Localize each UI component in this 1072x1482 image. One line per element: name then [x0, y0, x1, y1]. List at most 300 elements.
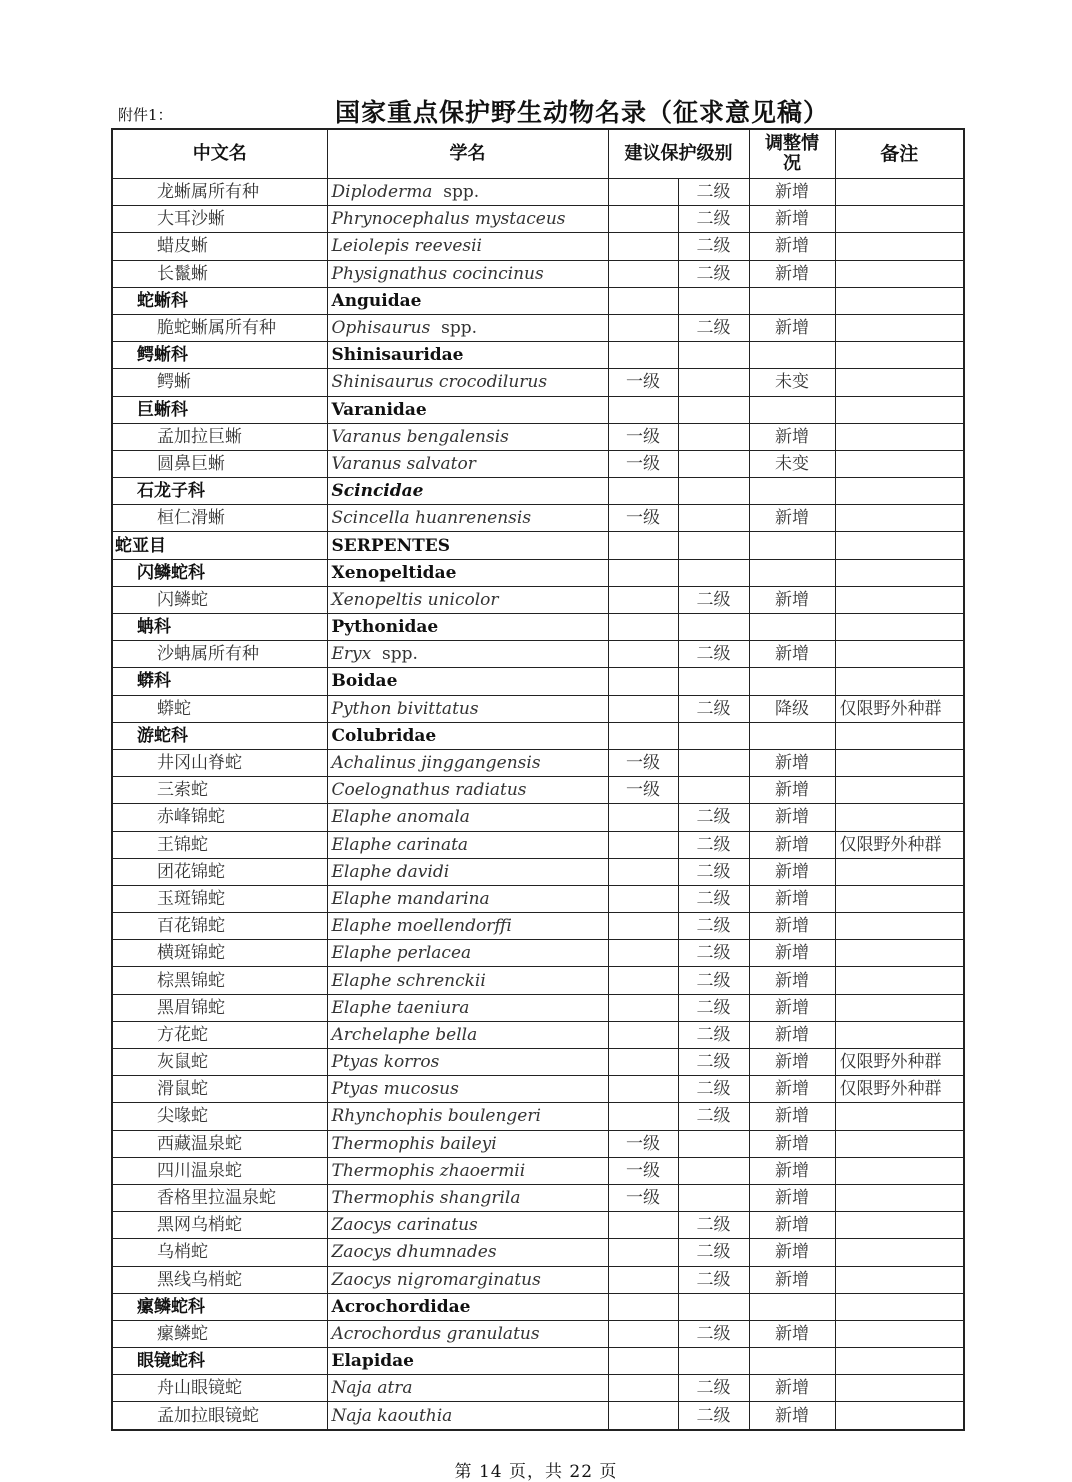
level-1-cell [608, 722, 678, 749]
adjustment-cell: 新增 [749, 1076, 835, 1103]
table-row [112, 314, 964, 341]
attachment-label: 附件1： [118, 106, 173, 124]
scientific-name: Anguidae [331, 290, 422, 311]
level-2-cell [678, 722, 749, 749]
scientific-name: SERPENTES [331, 535, 451, 556]
scientific-name: Rhynchophis boulengeri [331, 1106, 541, 1127]
chinese-name-cell: 赤峰锦蛇 [112, 804, 327, 831]
level-2-cell: 二级 [678, 179, 749, 206]
note-cell [835, 559, 964, 586]
scientific-name-cell [327, 1021, 608, 1048]
table-row [112, 831, 964, 858]
level-1-cell: 一级 [608, 1184, 678, 1211]
table-row [112, 505, 964, 532]
scientific-name-cell [327, 1266, 608, 1293]
adjustment-cell: 新增 [749, 1212, 835, 1239]
level-2-cell [678, 668, 749, 695]
scientific-name: Colubridae [331, 725, 437, 746]
level-1-cell [608, 1021, 678, 1048]
scientific-name-cell [327, 695, 608, 722]
scientific-name: Shinisauridae [331, 345, 464, 366]
table-row [112, 777, 964, 804]
level-2-cell [678, 478, 749, 505]
table-row [112, 695, 964, 722]
adjustment-cell: 降级 [749, 695, 835, 722]
table-row [112, 913, 964, 940]
adjustment-cell: 新增 [749, 423, 835, 450]
note-cell [835, 967, 964, 994]
level-2-cell: 二级 [678, 1049, 749, 1076]
chinese-name-cell: 乌梢蛇 [112, 1239, 327, 1266]
level-1-cell [608, 1076, 678, 1103]
table-row [112, 1320, 964, 1347]
level-2-cell: 二级 [678, 1320, 749, 1347]
level-1-cell [608, 858, 678, 885]
adjustment-cell: 新增 [749, 1103, 835, 1130]
table-row [112, 1130, 964, 1157]
note-cell [835, 994, 964, 1021]
note-cell [835, 913, 964, 940]
adjustment-cell [749, 1348, 835, 1375]
chinese-name-cell: 闪鳞蛇科 [112, 559, 327, 586]
note-cell: 仅限野外种群 [835, 831, 964, 858]
level-1-cell [608, 913, 678, 940]
level-2-cell [678, 1293, 749, 1320]
scientific-name-cell [327, 1293, 608, 1320]
level-2-cell [678, 1348, 749, 1375]
scientific-name: Ophisaurus [331, 318, 431, 339]
chinese-name-cell: 孟加拉眼镜蛇 [112, 1402, 327, 1430]
note-cell [835, 777, 964, 804]
level-2-cell [678, 749, 749, 776]
scientific-name-cell [327, 369, 608, 396]
scientific-name: Elaphe mandarina [331, 888, 490, 909]
adjustment-cell: 新增 [749, 314, 835, 341]
note-cell [835, 858, 964, 885]
adjustment-cell: 新增 [749, 505, 835, 532]
chinese-name-cell: 蛇蜥科 [112, 287, 327, 314]
scientific-name-cell [327, 342, 608, 369]
table-row [112, 586, 964, 613]
note-cell [835, 1130, 964, 1157]
level-2-cell: 二级 [678, 1402, 749, 1430]
note-cell [835, 641, 964, 668]
level-2-cell: 二级 [678, 695, 749, 722]
scientific-name-cell [327, 940, 608, 967]
scientific-name-cell [327, 287, 608, 314]
note-cell [835, 749, 964, 776]
scientific-name: Physignathus cocincinus [331, 263, 544, 284]
chinese-name-cell: 眼镜蛇科 [112, 1348, 327, 1375]
scientific-name-cell [327, 668, 608, 695]
table-row [112, 1157, 964, 1184]
level-1-cell [608, 179, 678, 206]
scientific-name-cell [327, 641, 608, 668]
scientific-name: Zaocys nigromarginatus [331, 1269, 541, 1290]
scientific-name-cell [327, 1239, 608, 1266]
scientific-name: Ptyas mucosus [331, 1079, 459, 1100]
table-row [112, 940, 964, 967]
scientific-name-cell [327, 505, 608, 532]
adjustment-cell: 新增 [749, 913, 835, 940]
scientific-name: Elaphe davidi [331, 861, 450, 882]
scientific-name: Elapidae [331, 1351, 414, 1372]
table-row [112, 233, 964, 260]
note-cell [835, 885, 964, 912]
level-2-cell: 二级 [678, 1076, 749, 1103]
table-row [112, 614, 964, 641]
table-row [112, 1293, 964, 1320]
level-1-cell [608, 641, 678, 668]
chinese-name-cell: 瘰鳞蛇 [112, 1320, 327, 1347]
level-1-cell [608, 614, 678, 641]
note-cell [835, 1293, 964, 1320]
scientific-name-cell [327, 396, 608, 423]
scientific-name: Shinisaurus crocodilurus [331, 372, 548, 393]
scientific-name: Leiolepis reevesii [331, 236, 482, 257]
level-2-cell: 二级 [678, 1239, 749, 1266]
level-1-cell [608, 804, 678, 831]
table-row [112, 287, 964, 314]
note-cell [835, 233, 964, 260]
level-2-cell [678, 532, 749, 559]
scientific-name-cell [327, 478, 608, 505]
scientific-name: Xenopeltis unicolor [331, 589, 499, 610]
table-header-row [112, 129, 964, 179]
species-table [111, 128, 965, 1431]
col-header-adjust: 调整情 况 [749, 129, 835, 179]
adjustment-cell: 新增 [749, 940, 835, 967]
level-1-cell [608, 1375, 678, 1402]
note-cell [835, 1320, 964, 1347]
table-row [112, 1402, 964, 1430]
spp-suffix: spp. [443, 182, 480, 203]
scientific-name: Elaphe perlacea [331, 943, 472, 964]
level-2-cell: 二级 [678, 586, 749, 613]
chinese-name-cell: 西藏温泉蛇 [112, 1130, 327, 1157]
chinese-name-cell: 圆鼻巨蜥 [112, 450, 327, 477]
note-cell [835, 668, 964, 695]
adjustment-cell: 新增 [749, 206, 835, 233]
level-1-cell: 一级 [608, 450, 678, 477]
level-2-cell [678, 1157, 749, 1184]
adjustment-cell: 新增 [749, 1239, 835, 1266]
chinese-name-cell: 滑鼠蛇 [112, 1076, 327, 1103]
level-1-cell [608, 287, 678, 314]
adjustment-cell [749, 342, 835, 369]
level-1-cell [608, 1266, 678, 1293]
level-2-cell: 二级 [678, 885, 749, 912]
table-row [112, 1239, 964, 1266]
adjustment-cell: 新增 [749, 831, 835, 858]
scientific-name-cell [327, 423, 608, 450]
adjustment-cell [749, 1293, 835, 1320]
note-cell [835, 1348, 964, 1375]
note-cell [835, 260, 964, 287]
scientific-name: Naja atra [331, 1378, 413, 1399]
table-row [112, 450, 964, 477]
level-2-cell [678, 369, 749, 396]
scientific-name: Python bivittatus [331, 698, 479, 719]
note-cell [835, 532, 964, 559]
note-cell [835, 314, 964, 341]
scientific-name: Naja kaouthia [331, 1405, 453, 1426]
page-title: 国家重点保护野生动物名录（征求意见稿） [335, 98, 830, 127]
level-1-cell [608, 1348, 678, 1375]
chinese-name-cell: 蛇亚目 [112, 532, 327, 559]
level-1-cell [608, 478, 678, 505]
level-1-cell [608, 668, 678, 695]
scientific-name-cell [327, 967, 608, 994]
scientific-name-cell [327, 1212, 608, 1239]
adjustment-cell: 新增 [749, 777, 835, 804]
table-row [112, 1103, 964, 1130]
level-1-cell [608, 1239, 678, 1266]
table-row [112, 532, 964, 559]
table-row [112, 1021, 964, 1048]
scientific-name: Elaphe anomala [331, 807, 470, 828]
level-1-cell [608, 1049, 678, 1076]
level-2-cell: 二级 [678, 1021, 749, 1048]
scientific-name: Zaocys dhumnades [331, 1242, 497, 1263]
level-1-cell [608, 940, 678, 967]
level-2-cell: 二级 [678, 858, 749, 885]
scientific-name-cell [327, 450, 608, 477]
table-row [112, 1212, 964, 1239]
scientific-name-cell [327, 233, 608, 260]
level-2-cell [678, 505, 749, 532]
scientific-name-cell [327, 994, 608, 1021]
level-1-cell [608, 967, 678, 994]
table-row [112, 668, 964, 695]
table-row [112, 206, 964, 233]
table-row [112, 994, 964, 1021]
scientific-name: Boidae [331, 671, 398, 692]
note-cell [835, 940, 964, 967]
level-1-cell [608, 233, 678, 260]
chinese-name-cell: 尖喙蛇 [112, 1103, 327, 1130]
table-row [112, 858, 964, 885]
scientific-name: Elaphe taeniura [331, 997, 470, 1018]
level-1-cell [608, 260, 678, 287]
level-1-cell [608, 1320, 678, 1347]
level-2-cell [678, 450, 749, 477]
adjustment-cell: 新增 [749, 804, 835, 831]
table-row [112, 559, 964, 586]
scientific-name: Pythonidae [331, 617, 439, 638]
adjustment-cell: 新增 [749, 749, 835, 776]
level-2-cell: 二级 [678, 804, 749, 831]
chinese-name-cell: 鳄蜥 [112, 369, 327, 396]
level-2-cell: 二级 [678, 1212, 749, 1239]
scientific-name: Archelaphe bella [331, 1024, 478, 1045]
adjustment-cell: 新增 [749, 994, 835, 1021]
scientific-name-cell [327, 1049, 608, 1076]
table-row [112, 1375, 964, 1402]
scientific-name-cell [327, 614, 608, 641]
adjustment-cell: 新增 [749, 858, 835, 885]
level-2-cell: 二级 [678, 940, 749, 967]
chinese-name-cell: 黑线乌梢蛇 [112, 1266, 327, 1293]
chinese-name-cell: 团花锦蛇 [112, 858, 327, 885]
note-cell [835, 287, 964, 314]
chinese-name-cell: 长鬣蜥 [112, 260, 327, 287]
level-2-cell [678, 1184, 749, 1211]
level-1-cell [608, 1293, 678, 1320]
note-cell [835, 1021, 964, 1048]
note-cell [835, 505, 964, 532]
table-row [112, 478, 964, 505]
scientific-name: Acrochordus granulatus [331, 1323, 540, 1344]
scientific-name: Coelognathus radiatus [331, 780, 527, 801]
adjustment-cell: 新增 [749, 1021, 835, 1048]
chinese-name-cell: 蜡皮蜥 [112, 233, 327, 260]
note-cell [835, 396, 964, 423]
scientific-name-cell [327, 1184, 608, 1211]
note-cell [835, 1402, 964, 1430]
note-cell [835, 342, 964, 369]
level-1-cell [608, 314, 678, 341]
adjustment-cell: 新增 [749, 967, 835, 994]
level-2-cell: 二级 [678, 1266, 749, 1293]
col-header-level: 建议保护级别 [608, 129, 749, 179]
level-1-cell [608, 1402, 678, 1430]
note-cell [835, 179, 964, 206]
table-row [112, 1049, 964, 1076]
level-1-cell [608, 532, 678, 559]
table-row [112, 179, 964, 206]
level-2-cell [678, 777, 749, 804]
scientific-name-cell [327, 913, 608, 940]
scientific-name: Elaphe schrenckii [331, 970, 486, 991]
scientific-name: Scincidae [331, 481, 424, 502]
scientific-name: Scincella huanrenensis [331, 508, 532, 529]
chinese-name-cell: 游蛇科 [112, 722, 327, 749]
chinese-name-cell: 百花锦蛇 [112, 913, 327, 940]
chinese-name-cell: 横斑锦蛇 [112, 940, 327, 967]
note-cell [835, 1212, 964, 1239]
table-body [112, 179, 964, 1430]
level-1-cell: 一级 [608, 1130, 678, 1157]
chinese-name-cell: 孟加拉巨蜥 [112, 423, 327, 450]
level-1-cell [608, 831, 678, 858]
adjustment-cell: 新增 [749, 1375, 835, 1402]
adjustment-cell: 新增 [749, 233, 835, 260]
level-1-cell [608, 559, 678, 586]
adjustment-cell: 新增 [749, 586, 835, 613]
scientific-name: Varanidae [331, 399, 427, 420]
scientific-name-cell [327, 777, 608, 804]
scientific-name-cell [327, 858, 608, 885]
scientific-name-cell [327, 1157, 608, 1184]
level-1-cell [608, 586, 678, 613]
level-1-cell [608, 885, 678, 912]
level-2-cell: 二级 [678, 233, 749, 260]
adjustment-cell [749, 396, 835, 423]
chinese-name-cell: 沙蚺属所有种 [112, 641, 327, 668]
chinese-name-cell: 巨蜥科 [112, 396, 327, 423]
scientific-name: Achalinus jinggangensis [331, 753, 541, 774]
chinese-name-cell: 方花蛇 [112, 1021, 327, 1048]
adjustment-cell: 未变 [749, 369, 835, 396]
scientific-name-cell [327, 260, 608, 287]
chinese-name-cell: 龙蜥属所有种 [112, 179, 327, 206]
level-1-cell [608, 342, 678, 369]
note-cell [835, 206, 964, 233]
table-row [112, 1076, 964, 1103]
note-cell: 仅限野外种群 [835, 695, 964, 722]
scientific-name: Eryx [331, 644, 372, 665]
chinese-name-cell: 闪鳞蛇 [112, 586, 327, 613]
chinese-name-cell: 蟒蛇 [112, 695, 327, 722]
note-cell [835, 804, 964, 831]
scientific-name: Thermophis shangrila [331, 1188, 521, 1209]
table-row [112, 749, 964, 776]
scientific-name: Xenopeltidae [331, 562, 457, 583]
level-1-cell [608, 695, 678, 722]
level-2-cell: 二级 [678, 314, 749, 341]
level-1-cell [608, 1212, 678, 1239]
adjustment-cell: 新增 [749, 1049, 835, 1076]
scientific-name-cell [327, 206, 608, 233]
scientific-name: Ptyas korros [331, 1052, 440, 1073]
table-row [112, 1266, 964, 1293]
scientific-name: Elaphe moellendorffi [331, 916, 512, 937]
chinese-name-cell: 三索蛇 [112, 777, 327, 804]
chinese-name-cell: 石龙子科 [112, 478, 327, 505]
adjustment-cell [749, 287, 835, 314]
level-2-cell: 二级 [678, 994, 749, 1021]
chinese-name-cell: 舟山眼镜蛇 [112, 1375, 327, 1402]
scientific-name: Varanus bengalensis [331, 426, 509, 447]
adjustment-cell: 新增 [749, 641, 835, 668]
note-cell [835, 1239, 964, 1266]
scientific-name-cell [327, 1103, 608, 1130]
scientific-name-cell [327, 1320, 608, 1347]
scientific-name-cell [327, 1402, 608, 1430]
scientific-name: Thermophis zhaoermii [331, 1160, 526, 1181]
level-2-cell: 二级 [678, 1103, 749, 1130]
note-cell [835, 586, 964, 613]
chinese-name-cell: 黑眉锦蛇 [112, 994, 327, 1021]
level-2-cell: 二级 [678, 1375, 749, 1402]
level-2-cell: 二级 [678, 831, 749, 858]
col-header-sci: 学名 [327, 129, 608, 179]
table-row [112, 1184, 964, 1211]
table-row [112, 722, 964, 749]
level-2-cell: 二级 [678, 913, 749, 940]
table-row [112, 369, 964, 396]
table-row [112, 967, 964, 994]
level-2-cell [678, 559, 749, 586]
chinese-name-cell: 蚺科 [112, 614, 327, 641]
level-2-cell: 二级 [678, 206, 749, 233]
note-cell [835, 1184, 964, 1211]
chinese-name-cell: 棕黑锦蛇 [112, 967, 327, 994]
scientific-name-cell [327, 314, 608, 341]
adjustment-cell [749, 478, 835, 505]
adjustment-cell: 新增 [749, 885, 835, 912]
adjustment-cell: 新增 [749, 1130, 835, 1157]
adjustment-cell [749, 614, 835, 641]
scientific-name-cell [327, 559, 608, 586]
chinese-name-cell: 灰鼠蛇 [112, 1049, 327, 1076]
note-cell [835, 450, 964, 477]
scientific-name: Acrochordidae [331, 1296, 471, 1317]
chinese-name-cell: 鳄蜥科 [112, 342, 327, 369]
level-1-cell [608, 994, 678, 1021]
scientific-name-cell [327, 1076, 608, 1103]
